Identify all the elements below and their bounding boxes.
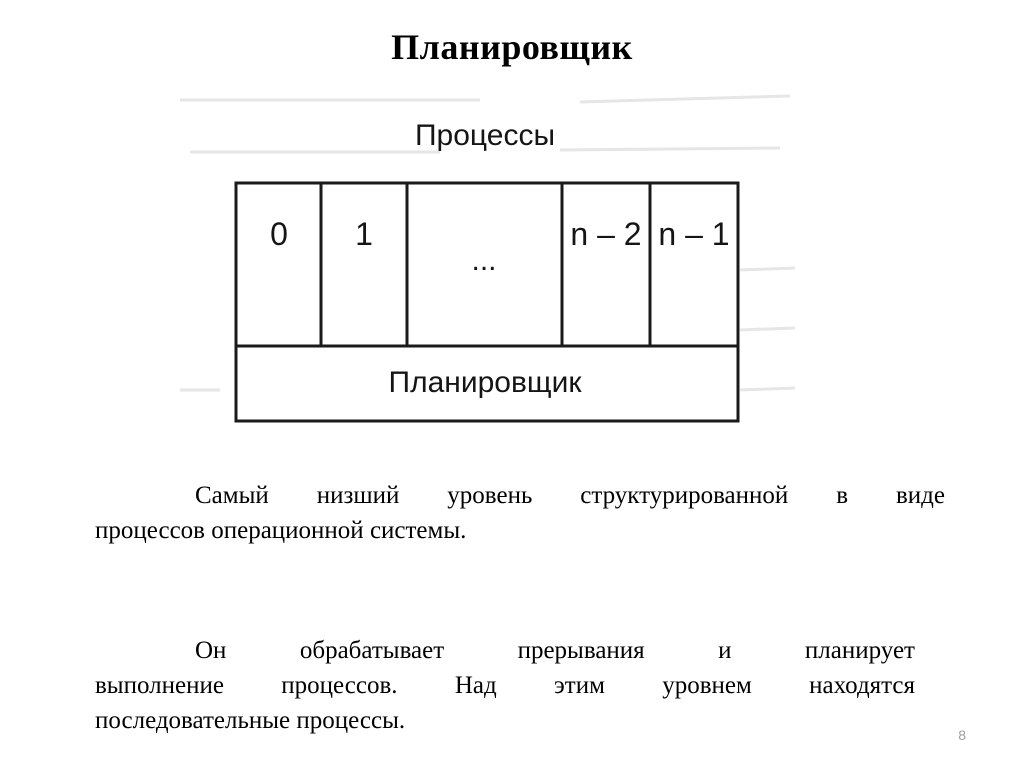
diagram-header: Процессы bbox=[414, 119, 556, 152]
artifact-line bbox=[740, 388, 795, 390]
process-cell-n-2: n – 2 bbox=[570, 216, 642, 252]
process-diagram-svg bbox=[180, 90, 800, 460]
artifact-line bbox=[580, 96, 790, 102]
description-paragraph-2 bbox=[95, 633, 915, 738]
paragraph-2-line-2: выполнение процессов. Над этим уровнем находятся bbox=[95, 672, 915, 699]
artifact-line bbox=[560, 148, 780, 150]
process-diagram bbox=[180, 90, 800, 460]
page-number: 8 bbox=[958, 727, 966, 743]
process-cell-ellipsis: ... bbox=[471, 244, 497, 277]
paragraph-1-line-1-text: Самый низший уровень структурированной в виде bbox=[195, 482, 945, 509]
paragraph-1-line-1 bbox=[95, 478, 945, 513]
artifact-line bbox=[740, 268, 795, 270]
artifact-line bbox=[740, 328, 795, 330]
process-cell-0: 0 bbox=[270, 216, 288, 252]
description-paragraph-1 bbox=[95, 478, 945, 548]
paragraph-2-line-3: последовательные процессы. bbox=[95, 707, 406, 734]
process-cell-n-1: n – 1 bbox=[658, 216, 730, 252]
slide-title: Планировщик bbox=[391, 27, 633, 67]
scheduler-layer-label: Планировщик bbox=[388, 366, 582, 399]
paragraph-2-line-1 bbox=[95, 633, 915, 668]
paragraph-1-line-2: процессов операционной системы. bbox=[95, 517, 467, 544]
process-cell-1: 1 bbox=[355, 216, 373, 252]
paragraph-2-line-1-text: Он обрабатывает прерывания и планирует bbox=[195, 637, 915, 664]
